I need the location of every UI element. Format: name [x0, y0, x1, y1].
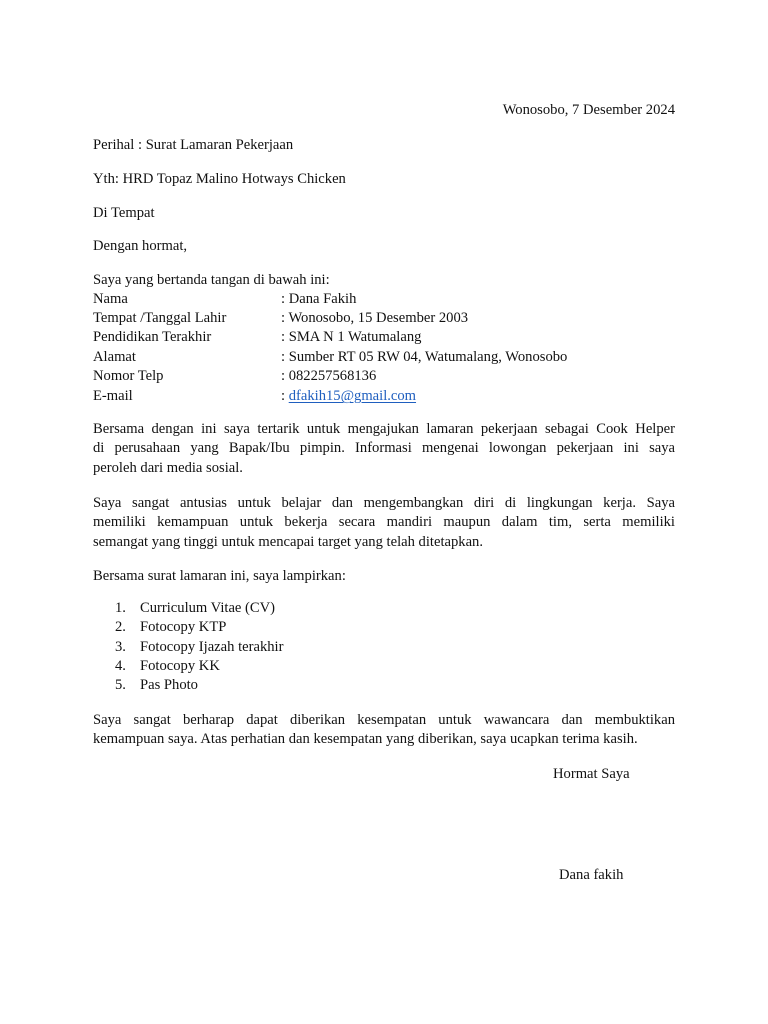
list-item: [115, 618, 226, 637]
signature-name: Dana fakih: [559, 867, 624, 883]
attachments-intro: Bersama surat lamaran ini, saya lampirkan:: [93, 568, 346, 584]
detail-label: E-mail: [93, 388, 133, 404]
detail-value: [281, 387, 416, 406]
paragraph-closing: [93, 711, 675, 750]
detail-label: Pendidikan Terakhir: [93, 329, 212, 345]
list-text: Pas Photo: [140, 677, 198, 693]
list-text: Fotocopy KTP: [140, 619, 227, 635]
list-item: [115, 657, 220, 676]
paragraph-motivation: [93, 494, 675, 552]
paragraph-line: peroleh dari media sosial.: [93, 459, 243, 476]
paragraph-line: Bersama dengan ini saya tertarik untuk mengajukan lamaran pekerjaan sebagai Cook Helper: [93, 421, 675, 437]
list-item: [115, 638, 283, 657]
paragraph-line: di perusahaan yang Bapak/Ibu pimpin. Informasi mengenai lowongan pekerjaan ini saya: [93, 440, 675, 457]
detail-label: Tempat /Tanggal Lahir: [93, 310, 227, 326]
detail-value: : SMA N 1 Watumalang: [281, 329, 422, 345]
detail-label: Alamat: [93, 349, 136, 365]
email-link[interactable]: dfakih15@gmail.com: [288, 388, 417, 404]
paragraph-line: semangat yang tinggi untuk mencapai target yang telah ditetapkan.: [93, 533, 483, 550]
detail-value: : Sumber RT 05 RW 04, Watumalang, Wonosobo: [281, 349, 568, 365]
paragraph-line: Saya sangat berharap dapat diberikan kesempatan untuk wawancara dan membuktikan: [93, 712, 675, 728]
list-number: 1.: [115, 600, 126, 616]
list-number: 2.: [115, 619, 126, 635]
detail-value: : Dana Fakih: [281, 291, 357, 307]
list-number: 4.: [115, 658, 126, 674]
paragraph-line: memiliki kemampuan untuk bekerja secara mandiri maupun dalam tim, serta memiliki: [93, 514, 675, 531]
list-item: [115, 599, 275, 618]
email-colon: :: [281, 388, 289, 404]
paragraph-line: kemampuan saya. Atas perhatian dan kesempatan yang diberikan, saya ucapkan terima kasih.: [93, 731, 638, 748]
list-text: Fotocopy KK: [140, 658, 220, 674]
recipient-line: Yth: HRD Topaz Malino Hotways Chicken: [93, 171, 346, 187]
subject-line: Perihal : Surat Lamaran Pekerjaan: [93, 137, 294, 153]
detail-label: Nama: [93, 291, 128, 307]
detail-value: : Wonosobo, 15 Desember 2003: [281, 310, 469, 326]
list-number: 5.: [115, 677, 126, 693]
paragraph-interest: [93, 420, 675, 478]
list-item: [115, 676, 198, 695]
detail-label: Nomor Telp: [93, 368, 164, 384]
date-line: Wonosobo, 7 Desember 2024: [502, 102, 675, 118]
detail-value: : 082257568136: [281, 368, 377, 384]
place-line: Di Tempat: [93, 205, 155, 221]
intro-line: Saya yang bertanda tangan di bawah ini:: [93, 272, 330, 288]
paragraph-line: Saya sangat antusias untuk belajar dan mengembangkan diri di lingkungan kerja. Saya: [93, 495, 675, 511]
list-text: Fotocopy Ijazah terakhir: [140, 639, 284, 655]
list-text: Curriculum Vitae (CV): [140, 600, 276, 616]
greeting: Dengan hormat,: [93, 238, 188, 254]
list-number: 3.: [115, 639, 126, 655]
closing-salutation: Hormat Saya: [553, 766, 630, 782]
